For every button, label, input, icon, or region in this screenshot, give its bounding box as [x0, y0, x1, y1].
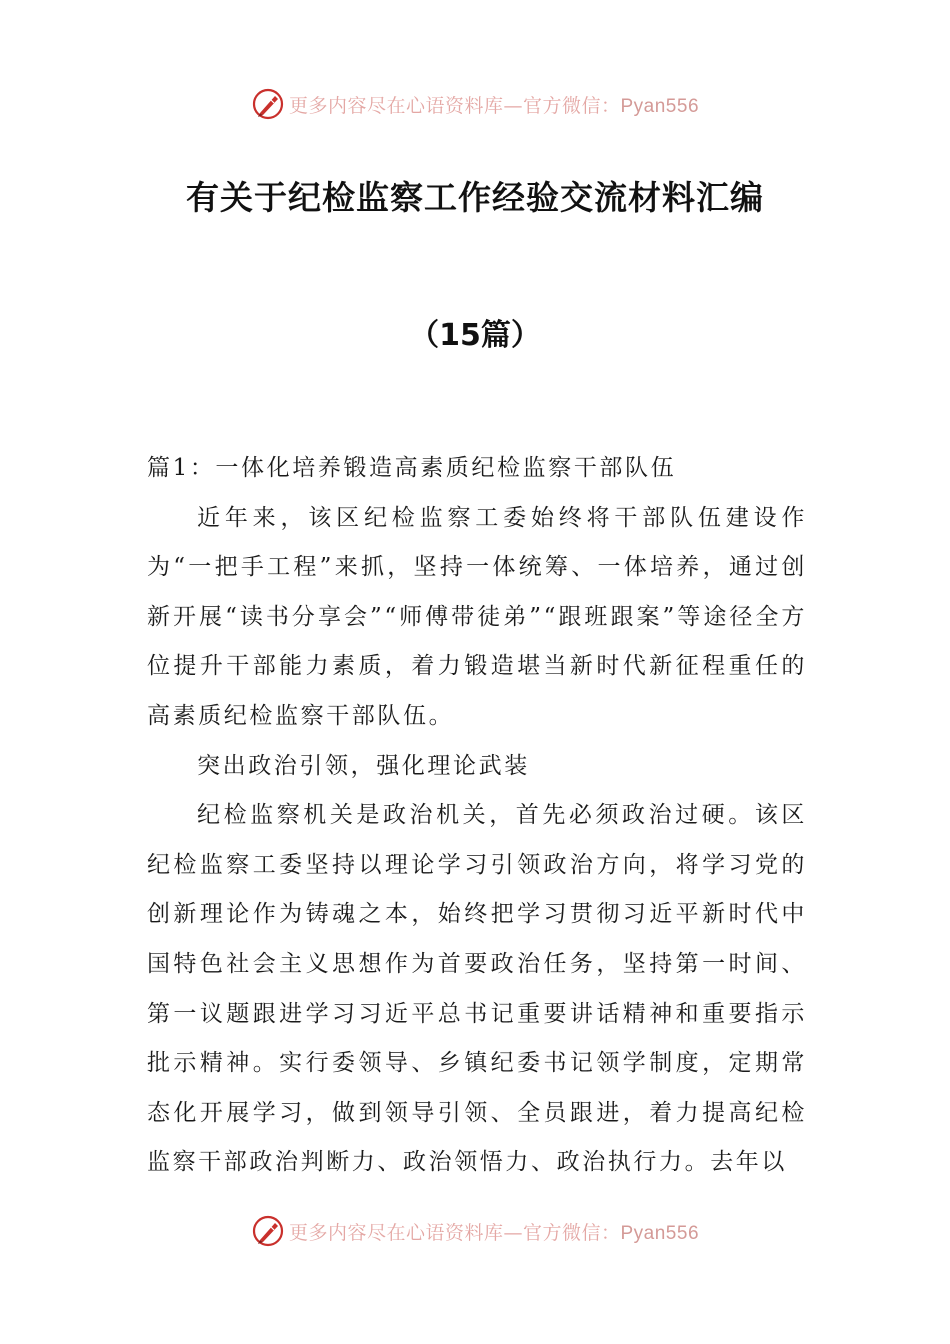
document-title: 有关于纪检监察工作经验交流材料汇编 [186, 178, 764, 217]
watermark-id: Pyan556 [620, 1222, 700, 1244]
watermark-label: 更多内容尽在心语资料库—官方微信： [288, 94, 621, 117]
watermark-text [289, 91, 699, 118]
section-heading: 篇1：一体化培养锻造高素质纪检监察干部队伍 [147, 455, 677, 481]
watermark-text [289, 1218, 699, 1245]
document-subtitle: （15篇） [409, 318, 541, 353]
pen-logo-icon [251, 1214, 285, 1248]
paragraph: 纪检监察机关是政治机关，首先必须政治过硬。该区纪检监察工委坚持以理论学习引领政治方向，将学习党的创新理论作为铸魂之本，始终把学习贯彻习近平新时代中国特色社会主义思想作为首要政治任务，坚持第一时间、第一议题跟进学习习近平总书记重要讲话精神和重要指示批示精神。实行委领导、乡镇纪委书记领学制度，定期常态化开展学习，做到领导引领、全员跟进，着力提高纪检监察干部政治判断力、政治领悟力、政治执行力。去年以 [147, 802, 807, 1176]
watermark-label: 更多内容尽在心语资料库—官方微信： [288, 1221, 621, 1244]
watermark-footer [0, 1211, 950, 1251]
subheading: 突出政治引领，强化理论武装 [197, 752, 530, 779]
pen-logo-icon [251, 87, 285, 121]
document-body [147, 444, 807, 1188]
watermark-id: Pyan556 [620, 95, 700, 117]
watermark-header [0, 84, 950, 124]
paragraph: 近年来，该区纪检监察工委始终将干部队伍建设作为“一把手工程”来抓，坚持一体统筹、一体培养，通过创新开展“读书分享会”“师傅带徒弟”“跟班跟案”等途径全方位提升干部能力素质，着力锻造堪当新时代新征程重任的高素质纪检监察干部队伍。 [147, 504, 807, 729]
